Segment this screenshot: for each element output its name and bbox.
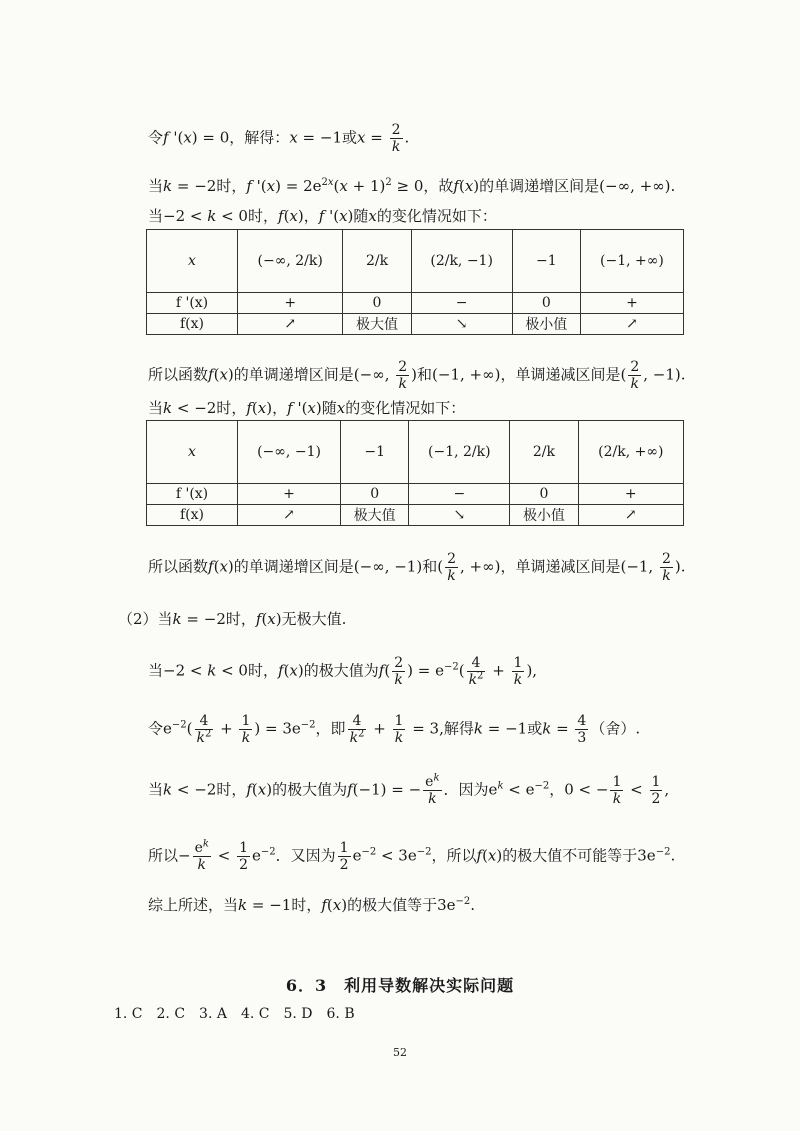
fprime-label: f '(x) — [147, 293, 238, 314]
sign-cell: 0 — [341, 484, 409, 505]
trend-cell: 极大值 — [341, 505, 409, 526]
interval-cell: 2/k — [343, 230, 411, 293]
interval-cell: (−1, 2/k) — [409, 421, 510, 484]
trend-cell: 极大值 — [343, 314, 411, 335]
interval-cell: (−1, +∞) — [580, 230, 683, 293]
page-number: 52 — [393, 1046, 407, 1059]
interval-cell: (2/k, −1) — [411, 230, 512, 293]
trend-cell: ↗ — [578, 505, 683, 526]
sign-cell: + — [580, 293, 683, 314]
trend-cell: ↘ — [411, 314, 512, 335]
line-6: 所以函数f(x)的单调递增区间是(−∞, −1)和( $\frac{2}{k}$ , +∞)，单调递减区间是(−1, $\frac{2}{k}$ ). — [148, 551, 686, 585]
interval-cell: −1 — [512, 230, 580, 293]
line-5: 当k < −2时，f(x)，f '(x)随x的变化情况如下： — [148, 399, 466, 417]
part-2-line-3: 令$e^{-2}$( $\frac{4}{k^2}$ + $\frac{1}{k}$ ) = $3e^{-2}$，即 $\frac{4}{k^2}$ + $\frac{1}{k}$ = 3,解得k = −1或k = $\frac{4}{3}$ （舍）. — [148, 713, 641, 747]
part-2-line-5: 所以− $\frac{e^k}{k}$ < $\frac{1}{2}$ $e^{-2}$．又因为 $\frac{1}{2}$ $e^{-2} < 3e^{-2}$，所以f(x)的极大值不可能等于$3e^{-2}$. — [148, 838, 676, 874]
line-1: 令f '(x) = 0，解得：x = −1或x = $\frac{2}{k}$ . — [148, 122, 410, 156]
sign-cell: 0 — [343, 293, 411, 314]
x-header: x — [147, 421, 238, 484]
interval-cell: (−∞, −1) — [238, 421, 341, 484]
sign-cell: − — [411, 293, 512, 314]
sign-cell: − — [409, 484, 510, 505]
trend-cell: ↗ — [580, 314, 683, 335]
line-3: 当−2 < k < 0时，f(x)，f '(x)随x的变化情况如下： — [148, 207, 497, 225]
trend-cell: 极小值 — [510, 505, 578, 526]
interval-cell: −1 — [341, 421, 409, 484]
trend-cell: 极小值 — [512, 314, 580, 335]
line-4: 所以函数f(x)的单调递增区间是(−∞, $\frac{2}{k}$ )和(−1, +∞)，单调递减区间是( $\frac{2}{k}$ , −1). — [148, 359, 686, 393]
interval-cell: (−∞, 2/k) — [238, 230, 343, 293]
variation-table-1 — [146, 229, 684, 335]
part-2-line-4: 当k < −2时，f(x)的极大值为f(−1) = − $\frac{e^k}{k}$ ．因为$e^k < e^{-2}$，0 < − $\frac{1}{k}$ < $\frac{1}{2}$ , — [148, 772, 670, 808]
part-2-line-2: 当−2 < k < 0时，f(x)的极大值为f( $\frac{2}{k}$ ) = $e^{-2}$( $\frac{4}{k^2}$ + $\frac{1}{k}$ ), — [148, 655, 538, 689]
f-label: f(x) — [147, 314, 238, 335]
sign-cell: + — [238, 293, 343, 314]
trend-cell: ↘ — [409, 505, 510, 526]
line-2: 当k = −2时，f '$(x) = 2e^{2x}(x + 1)^2 \ge 0$，故f(x)的单调递增区间是(−∞, +∞). — [148, 177, 676, 195]
sign-cell: 0 — [510, 484, 578, 505]
f-label: f(x) — [147, 505, 238, 526]
variation-table-2 — [146, 420, 684, 526]
sign-cell: + — [578, 484, 683, 505]
answer-list: 1. C 2. C 3. A 4. C 5. D 6. B — [114, 1006, 355, 1022]
sign-cell: 0 — [512, 293, 580, 314]
sign-cell: + — [238, 484, 341, 505]
part-2-line-6: 综上所述，当k = −1时，f(x)的极大值等于$3e^{-2}$. — [148, 896, 476, 914]
interval-cell: (2/k, +∞) — [578, 421, 683, 484]
x-header: x — [147, 230, 238, 293]
trend-cell: ↗ — [238, 314, 343, 335]
interval-cell: 2/k — [510, 421, 578, 484]
fraction: $\frac{2}{k}$ — [391, 122, 401, 156]
trend-cell: ↗ — [238, 505, 341, 526]
section-title: 6．3 利用导数解决实际问题 — [285, 976, 515, 995]
part-2-line-1: （2）当k = −2时，f(x)无极大值. — [118, 610, 347, 628]
fprime-label: f '(x) — [147, 484, 238, 505]
